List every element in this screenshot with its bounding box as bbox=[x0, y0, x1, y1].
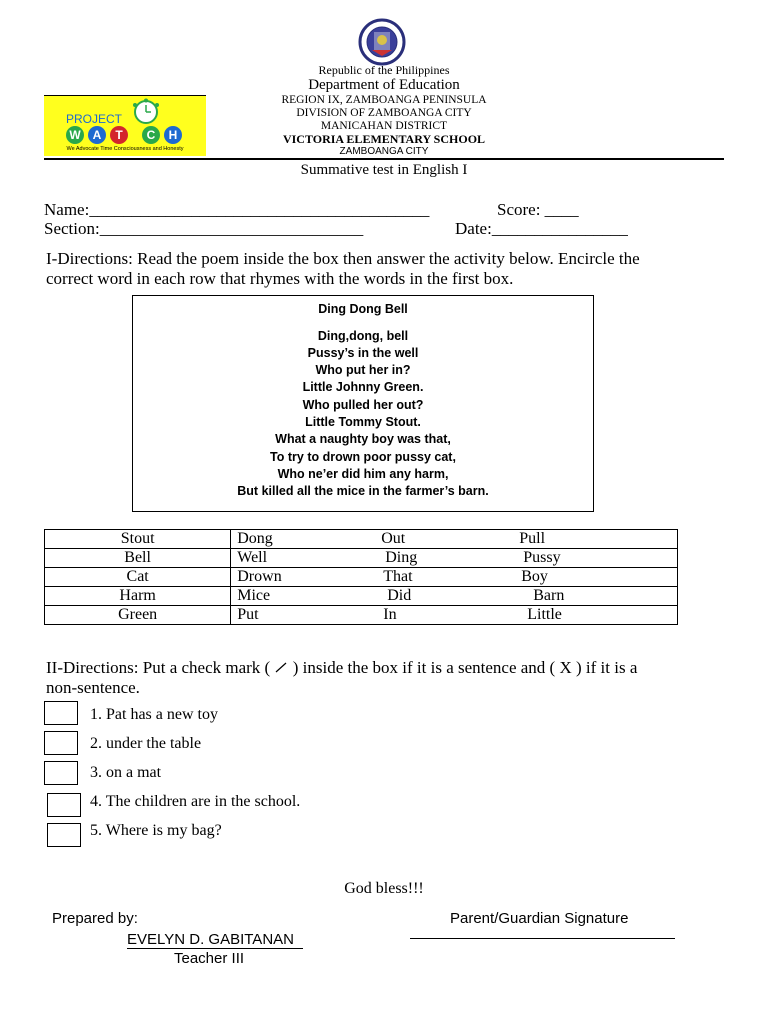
project-watch-logo bbox=[44, 96, 206, 156]
word-choice[interactable]: Pull bbox=[519, 530, 546, 547]
test-title: Summative test in English I bbox=[300, 162, 468, 178]
district-line: MANICAHAN DISTRICT bbox=[320, 120, 448, 132]
rhyme-table bbox=[44, 529, 678, 625]
word-choice[interactable]: Little bbox=[527, 606, 562, 623]
table-cell-choices bbox=[231, 530, 678, 549]
list-item: 5. Where is my bag? bbox=[90, 822, 222, 839]
answer-checkbox-3[interactable] bbox=[44, 761, 78, 785]
poem-line: What a naughty boy was that, bbox=[275, 432, 451, 446]
table-cell-key-word: Green bbox=[45, 606, 231, 625]
word-choice[interactable]: That bbox=[383, 568, 413, 585]
poem-line: To try to drown poor pussy cat, bbox=[270, 450, 456, 464]
table-cell-choices bbox=[231, 587, 678, 606]
word-choice[interactable]: Barn bbox=[533, 587, 565, 604]
word-choice[interactable]: Drown bbox=[237, 568, 282, 585]
table-row bbox=[45, 530, 678, 549]
table-cell-key-word: Bell bbox=[45, 549, 231, 568]
word-choice[interactable]: Mice bbox=[237, 587, 271, 604]
word-choice[interactable]: Put bbox=[237, 606, 259, 623]
division-line: DIVISION OF ZAMBOANGA CITY bbox=[296, 107, 472, 119]
poem-line: Pussy’s in the well bbox=[307, 346, 419, 360]
logo-project-word: PROJECT bbox=[66, 112, 123, 126]
logo-letter-w: W bbox=[66, 126, 84, 144]
city-line: ZAMBOANGA CITY bbox=[339, 146, 429, 157]
answer-checkbox-5[interactable] bbox=[47, 823, 81, 847]
poem-line: Who put her in? bbox=[315, 363, 411, 377]
poem-line: But killed all the mice in the farmer’s barn. bbox=[237, 484, 489, 498]
answer-checkbox-2[interactable] bbox=[44, 731, 78, 755]
poem-line: Little Tommy Stout. bbox=[305, 415, 421, 429]
poem-title: Ding Dong Bell bbox=[318, 302, 408, 316]
word-choice[interactable]: Well bbox=[237, 549, 268, 566]
prepared-by-label: Prepared by: bbox=[52, 910, 138, 927]
poem-line: Who ne’er did him any harm, bbox=[277, 467, 449, 481]
department-line: Department of Education bbox=[308, 77, 460, 93]
region-line: REGION IX, ZAMBOANGA PENINSULA bbox=[281, 94, 487, 106]
list-item: 3. on a mat bbox=[90, 764, 162, 781]
table-cell-key-word: Harm bbox=[45, 587, 231, 606]
logo-letter-a: A bbox=[88, 126, 106, 144]
logo-tagline: We Advocate Time Consciousness and Honesty bbox=[66, 146, 184, 152]
header-rule bbox=[44, 158, 724, 160]
table-cell-key-word: Cat bbox=[45, 568, 231, 587]
word-choice[interactable]: In bbox=[383, 606, 397, 623]
section-field[interactable]: Section:_______________________________ bbox=[44, 219, 364, 238]
part1-directions-line2: correct word in each row that rhymes with the words in the first box. bbox=[46, 269, 514, 288]
poem-line: Ding,dong, bell bbox=[317, 329, 409, 343]
list-item: 1. Pat has a new toy bbox=[90, 706, 218, 723]
clock-plant-icon bbox=[126, 98, 166, 130]
word-choice[interactable]: Did bbox=[387, 587, 412, 604]
parent-signature-label: Parent/Guardian Signature bbox=[450, 910, 629, 927]
table-row bbox=[45, 587, 678, 606]
word-choice[interactable]: Pussy bbox=[523, 549, 561, 566]
word-choice[interactable]: Dong bbox=[237, 530, 273, 547]
word-choice[interactable]: Out bbox=[381, 530, 406, 547]
list-item: 4. The children are in the school. bbox=[90, 793, 301, 810]
teacher-position: Teacher III bbox=[174, 950, 245, 967]
table-cell-choices bbox=[231, 568, 678, 587]
poem-line: Who pulled her out? bbox=[302, 398, 424, 412]
part2-directions-line2: non-sentence. bbox=[46, 678, 140, 697]
deped-seal-logo bbox=[350, 18, 414, 66]
logo-letter-c: C bbox=[142, 126, 160, 144]
logo-letter-h: H bbox=[164, 126, 182, 144]
table-row bbox=[45, 606, 678, 625]
score-field[interactable]: Score: ____ bbox=[497, 200, 579, 219]
closing-text: God bless!!! bbox=[344, 880, 424, 897]
table-row bbox=[45, 549, 678, 568]
list-item: 2. under the table bbox=[90, 735, 202, 752]
answer-checkbox-4[interactable] bbox=[47, 793, 81, 817]
parent-signature-line[interactable] bbox=[410, 938, 675, 939]
table-row bbox=[45, 568, 678, 587]
name-field[interactable]: Name:________________________________________ bbox=[44, 200, 430, 219]
word-choice[interactable]: Ding bbox=[385, 549, 418, 566]
republic-line: Republic of the Philippines bbox=[318, 63, 450, 77]
part2-directions-end: ) inside the box if it is a sentence and ( X ) if it is a bbox=[292, 658, 638, 677]
teacher-name-underline bbox=[127, 948, 303, 949]
table-cell-choices bbox=[231, 549, 678, 568]
part2-directions-start: II-Directions: Put a check mark ( bbox=[46, 658, 271, 677]
part1-directions-line1: I-Directions: Read the poem inside the box then answer the activity below. Encircle the bbox=[46, 249, 640, 268]
table-cell-key-word: Stout bbox=[45, 530, 231, 549]
check-mark-icon bbox=[274, 660, 288, 674]
table-cell-choices bbox=[231, 606, 678, 625]
teacher-name: EVELYN D. GABITANAN bbox=[127, 931, 294, 948]
date-field[interactable]: Date:________________ bbox=[455, 219, 628, 238]
poem-box bbox=[132, 295, 594, 512]
word-choice[interactable]: Boy bbox=[521, 568, 548, 585]
logo-letter-t: T bbox=[110, 126, 128, 144]
school-name: VICTORIA ELEMENTARY SCHOOL bbox=[282, 132, 486, 146]
answer-checkbox-1[interactable] bbox=[44, 701, 78, 725]
poem-line: Little Johnny Green. bbox=[302, 380, 424, 394]
